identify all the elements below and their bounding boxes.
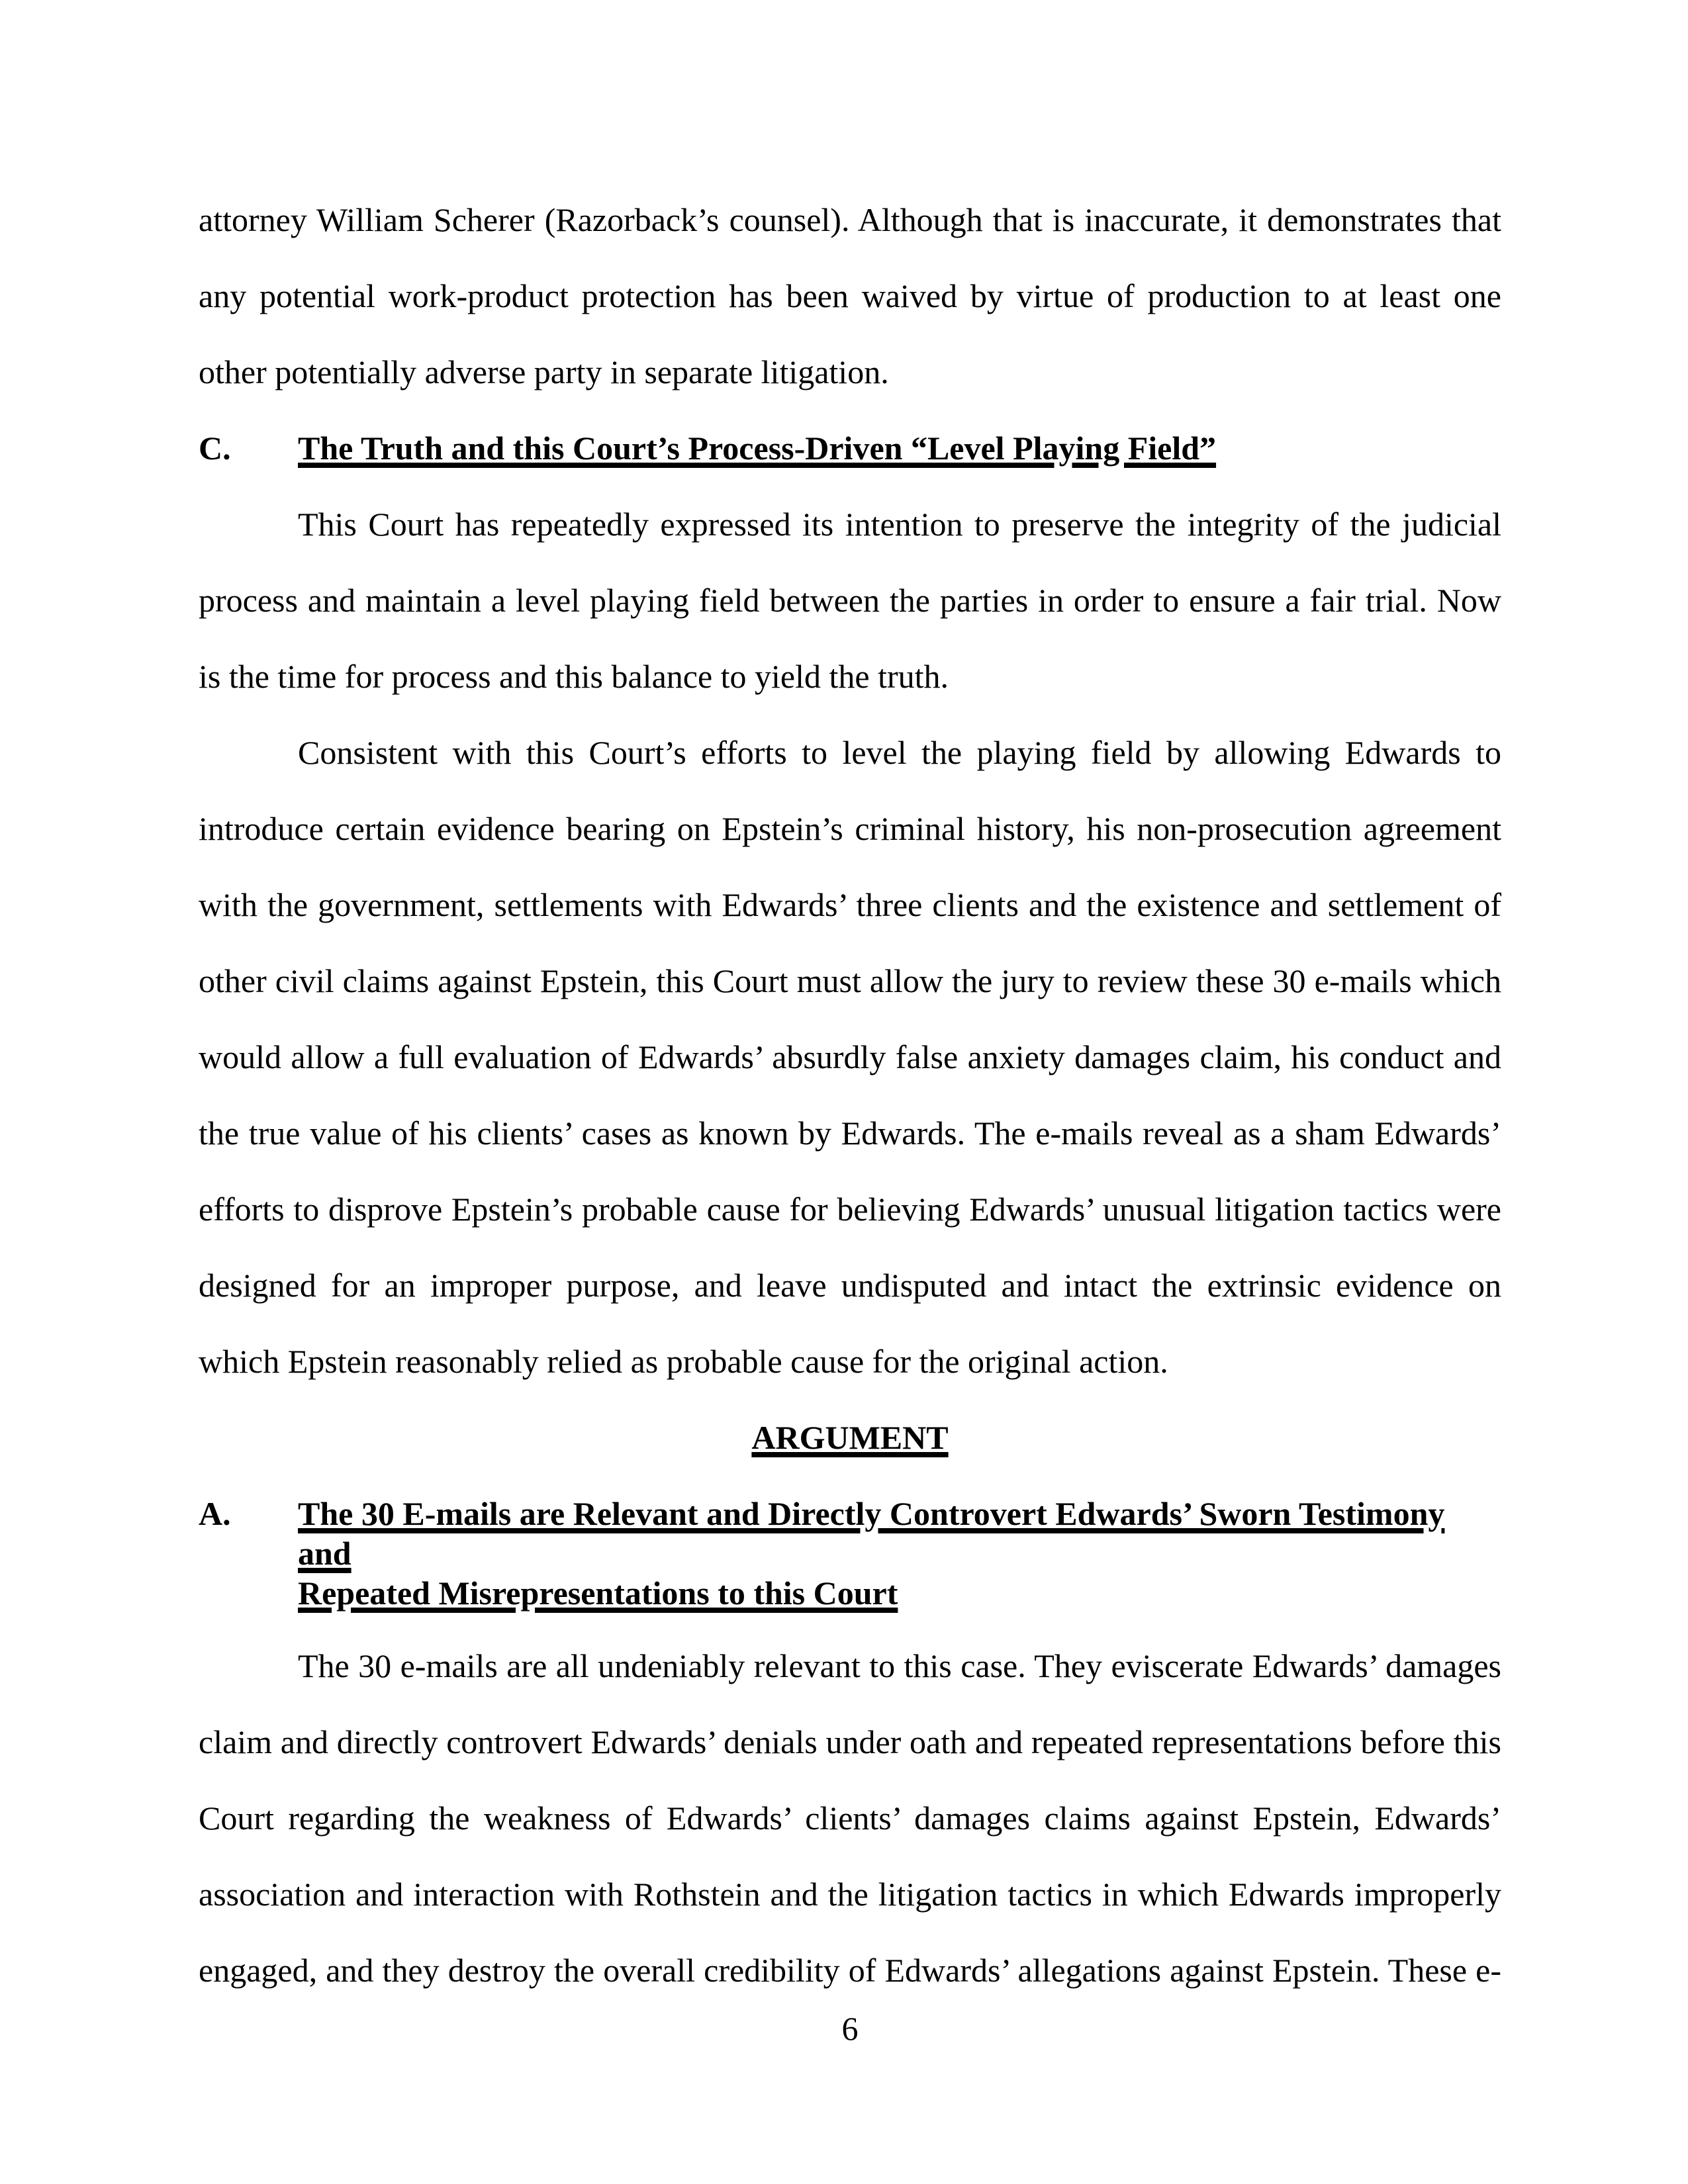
section-heading-c-label: C. bbox=[199, 430, 231, 467]
section-heading-a bbox=[199, 1494, 1501, 1613]
paragraph-level-playing-field: This Court has repeatedly expressed its intention to preserve the integrity of the judicial process and maintain a level playing field between the parties in order to ensure a fair trial. Now is the time for process and this balance to yield the truth. bbox=[199, 506, 1501, 695]
paragraph-continuation: attorney William Scherer (Razorback’s counsel). Although that is inaccurate, it demonstrates that any potential work-product protection has been waived by virtue of production to at least one other potentially adverse party in separate litigation. bbox=[199, 201, 1501, 390]
section-heading-a-label: A. bbox=[199, 1495, 231, 1532]
argument-heading bbox=[199, 1400, 1501, 1476]
section-heading-c-title: The Truth and this Court’s Process-Driven “Level Playing Field” bbox=[298, 430, 1217, 467]
argument-heading-text: ARGUMENT bbox=[751, 1419, 949, 1456]
section-heading-a-line2 bbox=[298, 1573, 1501, 1613]
section-heading-a-line2-text: Repeated Misrepresentations to this Court bbox=[298, 1574, 898, 1612]
section-heading-a-line1-text: The 30 E-mails are Relevant and Directly Controvert Edwards’ Sworn Testimony and bbox=[298, 1495, 1445, 1572]
section-heading-c bbox=[199, 410, 1501, 486]
document-body bbox=[199, 182, 1501, 2009]
paragraph-relevance: The 30 e-mails are all undeniably relevant to this case. They eviscerate Edwards’ damages claim and directly controvert Edwards’ denials under oath and repeated representations before this Court regarding the weakness of Edwards’ clients’ damages claims against Epstein, Edwards’ association and interaction with Rothstein and the litigation tactics in which Edwards improperly engaged, and they destroy the overall credibility of Edwards’ allegations against Epstein. These e- bbox=[199, 1647, 1501, 1989]
paragraph-consistent-efforts: Consistent with this Court’s efforts to level the playing field by allowing Edwards to introduce certain evidence bearing on Epstein’s criminal history, his non-prosecution agreement with the government, settlements with Edwards’ three clients and the existence and settlement of other civil claims against Epstein, this Court must allow the jury to review these 30 e-mails which would allow a full evaluation of Edwards’ absurdly false anxiety damages claim, his conduct and the true value of his clients’ cases as known by Edwards. The e-mails reveal as a sham Edwards’ efforts to disprove Epstein’s probable cause for believing Edwards’ unusual litigation tactics were designed for an improper purpose, and leave undisputed and intact the extrinsic evidence on which Epstein reasonably relied as probable cause for the original action. bbox=[199, 734, 1501, 1380]
page-number: 6 bbox=[841, 2010, 859, 2047]
section-heading-a-line1 bbox=[298, 1494, 1501, 1573]
